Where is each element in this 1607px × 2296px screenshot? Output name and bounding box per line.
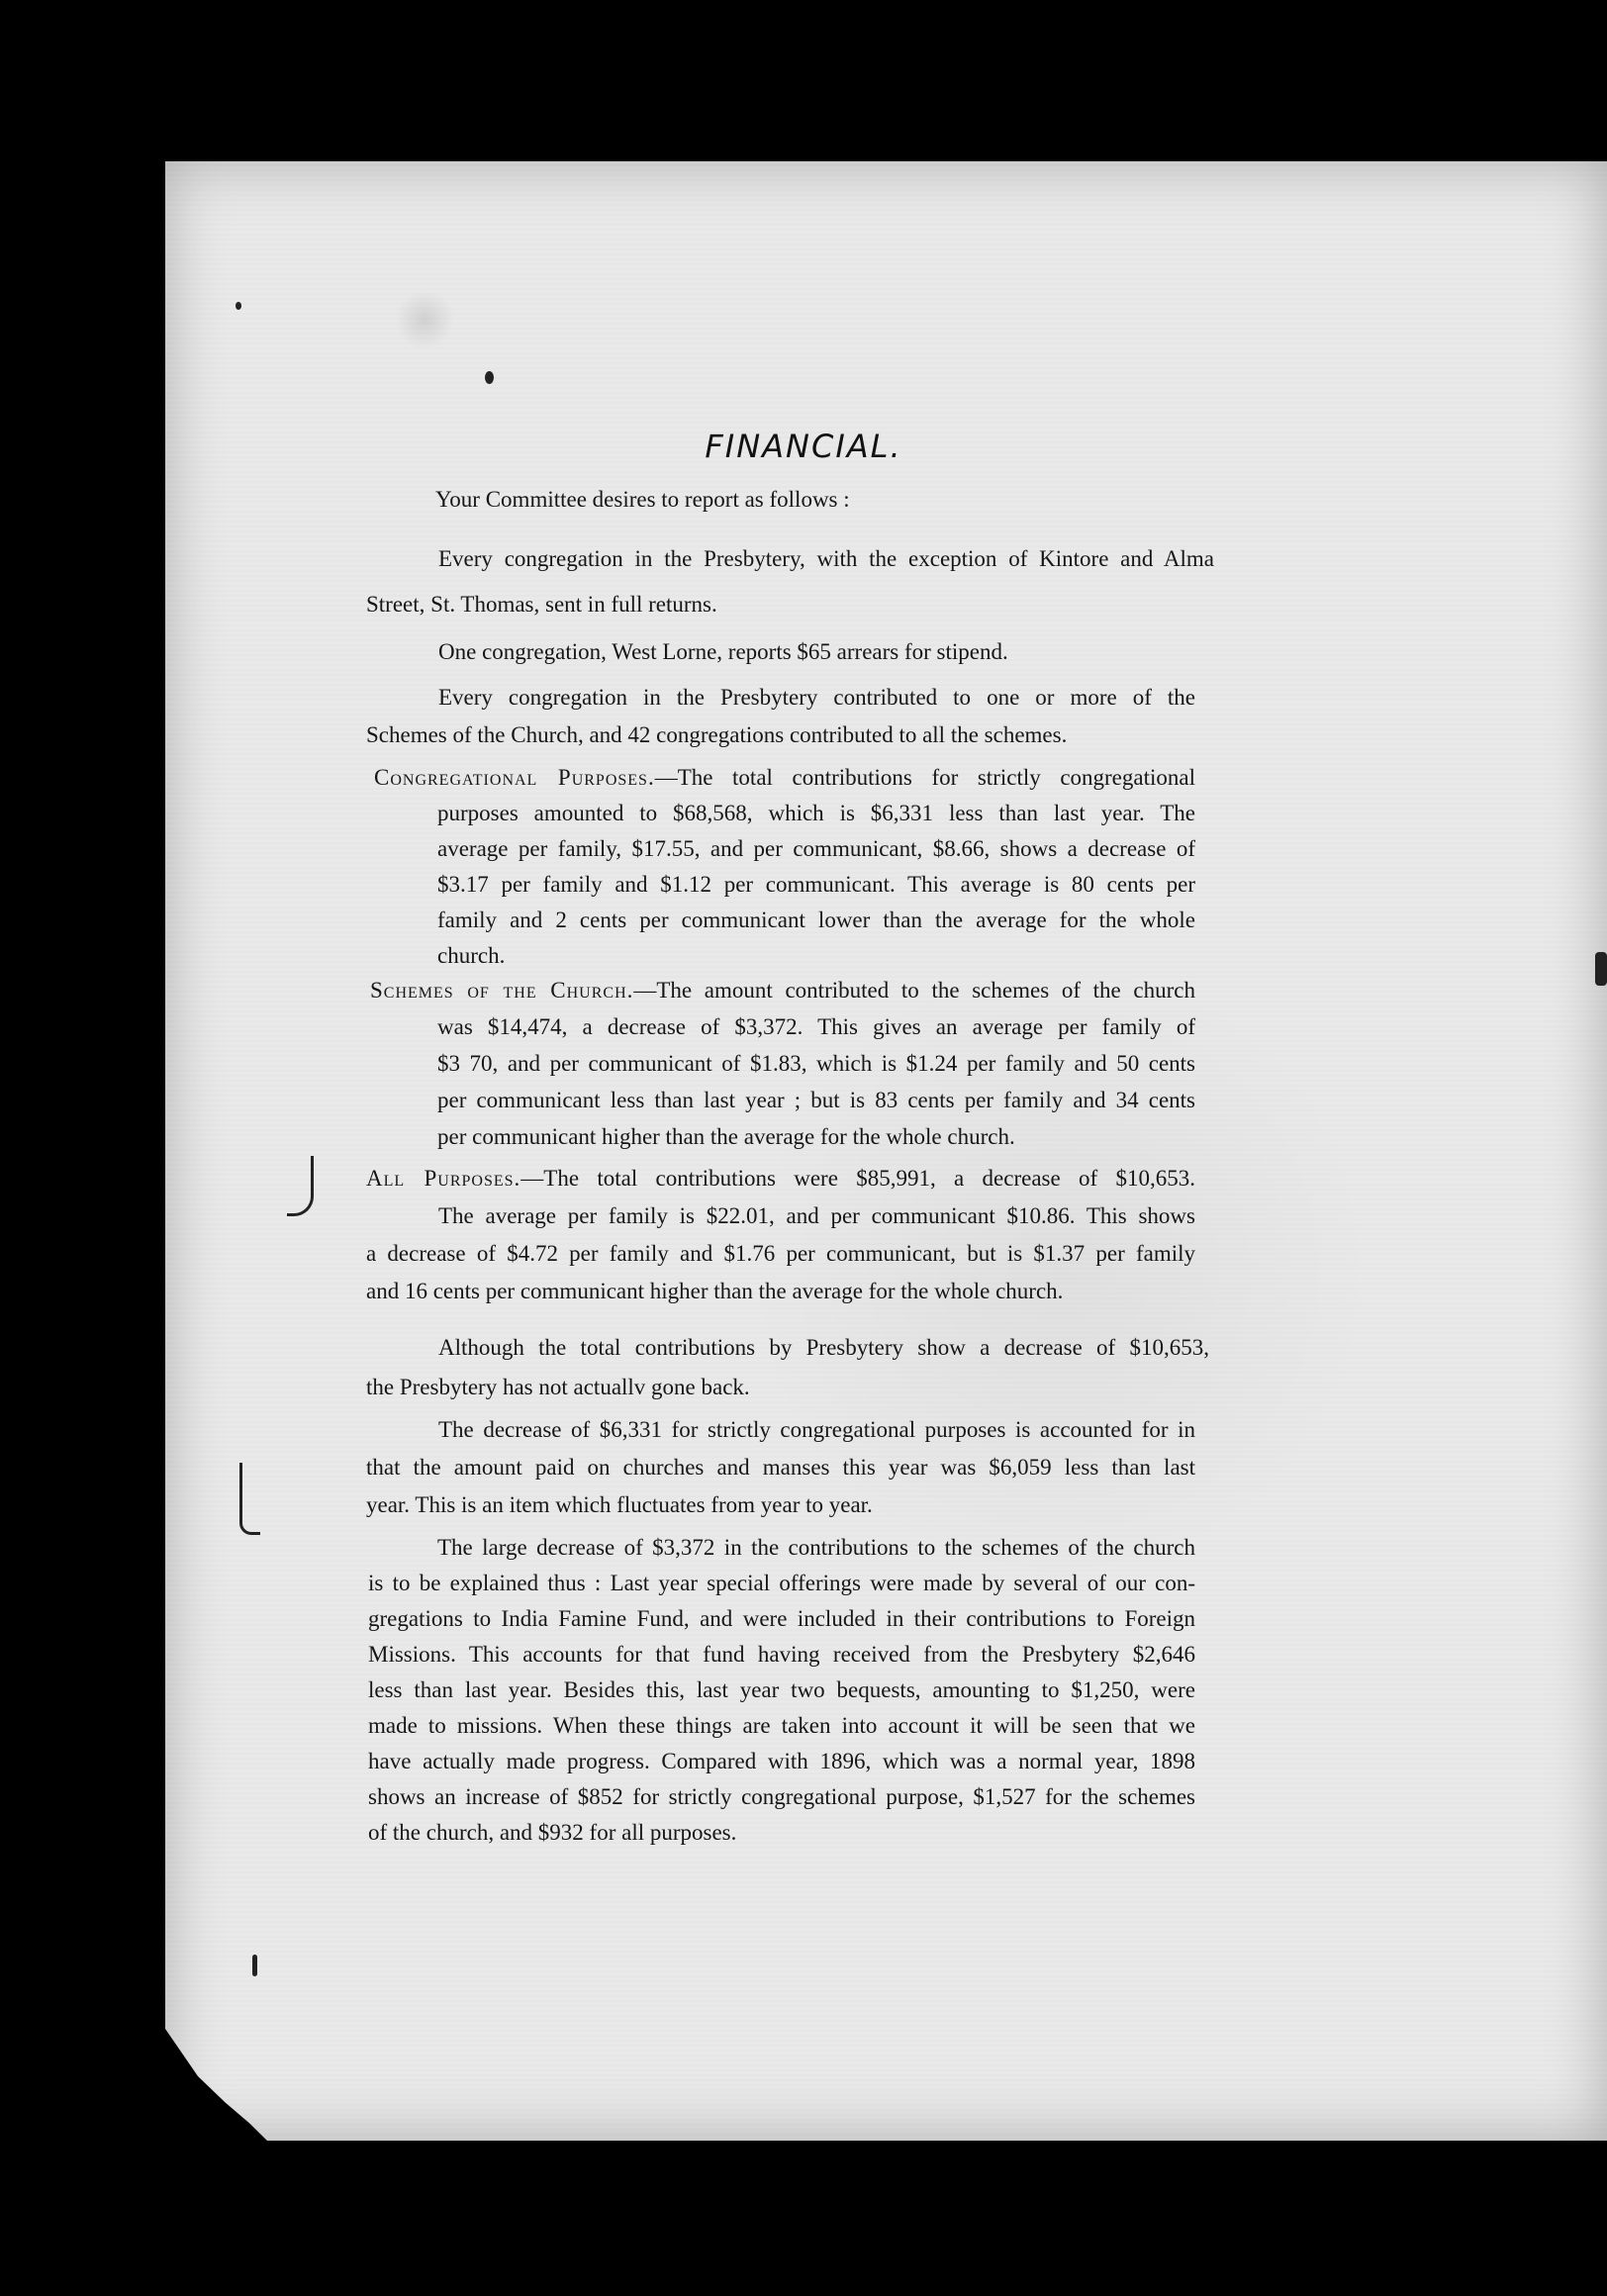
ink-speck [1595, 952, 1607, 986]
section-schemes-of-the-church [370, 972, 1195, 1155]
page-title: FINANCIAL. [705, 428, 902, 465]
paragraph-line: Every congregation in the Presbytery, with the exception of Kintore and Alma [438, 546, 1214, 571]
paragraph-line: Street, St. Thomas, sent in full returns. [366, 592, 717, 617]
ink-speck [236, 302, 241, 310]
section-first-line: Schemes of the Church.—The amount contributed to the schemes of the church [370, 978, 1196, 1003]
section-heading: Congregational Purposes. [374, 765, 655, 790]
paragraph-line: and 16 cents per communicant higher than the average for the whole church. [366, 1279, 1064, 1303]
paragraph-schemes-count [366, 679, 1195, 754]
paragraph-line: per communicant higher than the average for the whole church. [437, 1124, 1015, 1149]
paragraph-line: purposes amounted to $68,568, which is $6,331 less than last year. The [437, 801, 1195, 825]
paragraph-line: year. This is an item which fluctuates from year to year. [366, 1492, 873, 1517]
paragraph-line: per communicant less than last year ; but is 83 cents per family and 34 cents [437, 1088, 1195, 1112]
section-all-purposes [366, 1160, 1195, 1310]
section-congregational-purposes [374, 760, 1195, 974]
paragraph-line: $3 70, and per communicant of $1.83, which is $1.24 per family and 50 cents [437, 1051, 1195, 1076]
ink-speck [252, 1955, 257, 1976]
paragraph-line: The average per family is $22.01, and per communicant $10.86. This shows [438, 1203, 1195, 1228]
paragraph-line: Although the total contributions by Presbytery show a decrease of $10,653, [438, 1335, 1209, 1360]
paragraph-line: of the church, and $932 for all purposes. [368, 1820, 737, 1845]
paragraph-decrease [366, 1411, 1195, 1524]
paragraph-returns [366, 540, 1214, 623]
paragraph-line: The large decrease of $3,372 in the contributions to the schemes of the church [437, 1535, 1195, 1560]
paragraph-line: that the amount paid on churches and manses this year was $6,059 less than last [366, 1455, 1195, 1480]
paragraph-line: Every congregation in the Presbytery contributed to one or more of the [438, 685, 1195, 710]
paragraph-line: was $14,474, a decrease of $3,372. This gives an average per family of [437, 1014, 1195, 1039]
paragraph-large-decrease [368, 1530, 1195, 1851]
paragraph-line: made to missions. When these things are taken into account it will be seen that we [368, 1713, 1195, 1738]
paragraph-line: $3.17 per family and $1.12 per communicant. This average is 80 cents per [437, 872, 1195, 897]
paragraph-arrears: One congregation, West Lorne, reports $65 arrears for stipend. [438, 639, 1008, 664]
paragraph-line: average per family, $17.55, and per communicant, $8.66, shows a decrease of [437, 836, 1195, 861]
pencil-curve-mark [287, 1156, 314, 1216]
ink-speck [485, 371, 494, 384]
paragraph-line: a decrease of $4.72 per family and $1.76 per communicant, but is $1.37 per family [366, 1241, 1195, 1266]
section-first-line: Congregational Purposes.—The total contributions for strictly congregational [374, 765, 1195, 790]
paragraph-line: gregations to India Famine Fund, and were included in their contributions to Foreign [368, 1606, 1195, 1631]
paragraph-line: is to be explained thus : Last year special offerings were made by several of our con- [368, 1571, 1195, 1595]
paragraph-although [366, 1328, 1209, 1407]
section-heading: Schemes of the Church. [370, 978, 634, 1003]
paragraph-line: the Presbytery has not actuallv gone back. [366, 1375, 750, 1399]
paragraph-line: have actually made progress. Compared with 1896, which was a normal year, 1898 [368, 1749, 1195, 1773]
paragraph-line: shows an increase of $852 for strictly congregational purpose, $1,527 for the schemes [368, 1784, 1195, 1809]
paragraph-line: The decrease of $6,331 for strictly congregational purposes is accounted for in [438, 1417, 1195, 1442]
paragraph-line: Missions. This accounts for that fund having received from the Presbytery $2,646 [368, 1642, 1195, 1667]
intro-line: Your Committee desires to report as follows : [435, 487, 850, 512]
section-heading: All Purposes. [366, 1166, 521, 1191]
paragraph-line: Schemes of the Church, and 42 congregations contributed to all the schemes. [366, 722, 1068, 747]
paragraph-line: less than last year. Besides this, last year two bequests, amounting to $1,250, were [368, 1677, 1195, 1702]
section-first-line: All Purposes.—The total contributions were $85,991, a decrease of $10,653. [366, 1166, 1195, 1191]
pencil-bracket-mark [239, 1463, 260, 1535]
paragraph-line: family and 2 cents per communicant lower than the average for the whole [437, 908, 1195, 932]
paragraph-line: church. [437, 943, 506, 968]
